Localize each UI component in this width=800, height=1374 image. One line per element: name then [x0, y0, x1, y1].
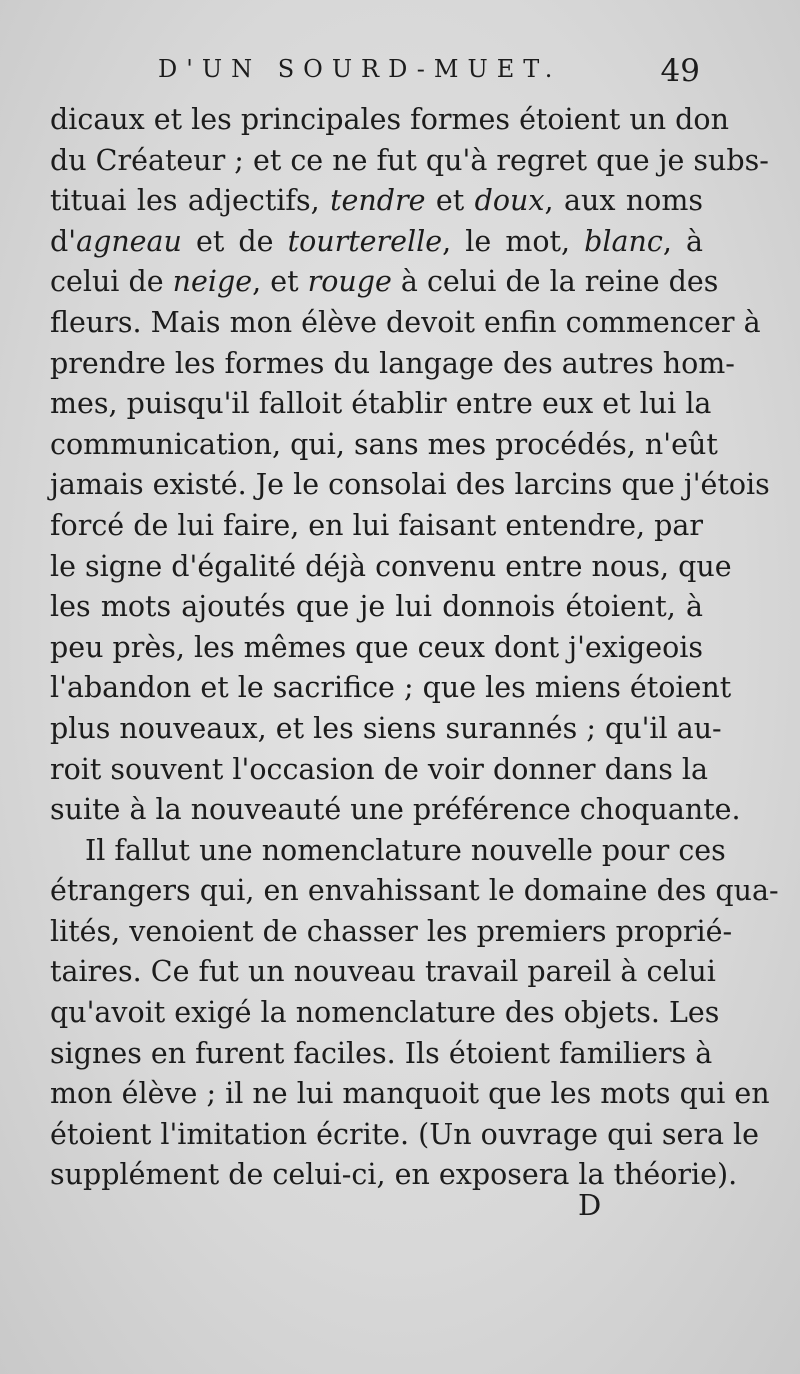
text-run: , et	[252, 265, 308, 299]
text-line	[50, 425, 718, 466]
text-run: communication, qui, sans mes procédés, n'eût	[50, 427, 718, 461]
text-run: tituai les adjectifs,	[50, 184, 331, 218]
text-run: et de	[181, 224, 288, 258]
text-line	[50, 1115, 759, 1156]
text-run: jamais existé. Je le consolai des larcins que j'étois	[50, 468, 770, 502]
page-number: 49	[660, 53, 700, 89]
text-run: mes, puisqu'il falloit établir entre eux et lui la	[50, 387, 712, 421]
text-line	[50, 912, 733, 953]
text-run: mon élève ; il ne lui manquoit que les mots qui en	[50, 1077, 770, 1111]
text-run: du Créateur ; et ce ne fut qu'à regret que je subs-	[50, 143, 769, 177]
text-run: , aux noms	[544, 184, 703, 218]
italic-word: blanc	[584, 224, 663, 258]
text-line	[50, 628, 703, 669]
text-run: l'abandon et le sacrifice ; que les miens étoient	[50, 671, 732, 705]
text-line	[50, 1155, 738, 1196]
italic-word: doux	[474, 184, 545, 218]
text-line	[50, 141, 769, 182]
text-run: qu'avoit exigé la nomenclature des objets. Les	[50, 996, 720, 1030]
text-run: celui de	[50, 265, 173, 299]
text-line	[50, 1074, 770, 1115]
text-line	[50, 100, 729, 141]
text-line	[50, 587, 703, 628]
text-run: les mots ajoutés que je lui donnois étoient, à	[50, 590, 703, 624]
text-line	[50, 750, 708, 791]
text-run: taires. Ce fut un nouveau travail pareil à celui	[50, 955, 716, 989]
text-run: le signe d'égalité déjà convenu entre nous, que	[50, 549, 732, 583]
italic-word: tendre	[330, 184, 426, 218]
text-line	[50, 384, 712, 425]
text-run: étoient l'imitation écrite. (Un ouvrage qui sera le	[50, 1117, 759, 1151]
text-run: d'	[50, 224, 77, 258]
text-run: étrangers qui, en envahissant le domaine des qua-	[50, 874, 779, 908]
text-line	[50, 465, 770, 506]
text-run: peu près, les mêmes que ceux dont j'exigeois	[50, 630, 703, 664]
text-run: et	[425, 184, 475, 218]
text-run: , le mot,	[442, 224, 585, 258]
text-line	[50, 262, 719, 303]
text-line	[50, 344, 735, 385]
text-line	[50, 547, 732, 588]
body-text	[50, 100, 779, 1196]
text-line	[50, 790, 741, 831]
text-line	[50, 993, 720, 1034]
text-run: signes en furent faciles. Ils étoient familiers à	[50, 1036, 713, 1070]
text-line	[50, 952, 716, 993]
text-line	[50, 709, 722, 750]
text-line	[50, 303, 761, 344]
text-run: prendre les formes du langage des autres hom-	[50, 346, 735, 380]
text-run: , à	[662, 224, 703, 258]
text-run: suite à la nouveauté une préférence choquante.	[50, 793, 741, 827]
text-run: à celui de la reine des	[391, 265, 719, 299]
text-line	[50, 506, 703, 547]
italic-word: agneau	[76, 224, 182, 258]
italic-word: tourterelle	[287, 224, 443, 258]
text-run: lités, venoient de chasser les premiers proprié-	[50, 914, 733, 948]
text-line	[50, 831, 726, 872]
text-run: dicaux et les principales formes étoient un don	[50, 103, 729, 136]
text-line	[50, 1034, 713, 1075]
text-line	[50, 668, 732, 709]
text-run: fleurs. Mais mon élève devoit enfin commencer à	[50, 305, 761, 339]
text-run: forcé de lui faire, en lui faisant entendre, par	[50, 508, 703, 542]
text-line	[50, 181, 703, 222]
text-run: supplément de celui-ci, en exposera la théorie).	[50, 1158, 738, 1192]
signature-mark: D	[578, 1188, 602, 1222]
text-line	[50, 222, 703, 263]
italic-word: rouge	[307, 265, 392, 299]
text-run: roit souvent l'occasion de voir donner dans la	[50, 752, 708, 786]
page-header	[0, 55, 800, 99]
text-line	[50, 871, 779, 912]
text-run: plus nouveaux, et les siens surannés ; qu'il au-	[50, 711, 722, 745]
running-title: D'UN SOURD-MUET.	[158, 55, 562, 83]
text-run: Il fallut une nomenclature nouvelle pour ces	[85, 833, 726, 867]
italic-word: neige	[172, 265, 253, 299]
